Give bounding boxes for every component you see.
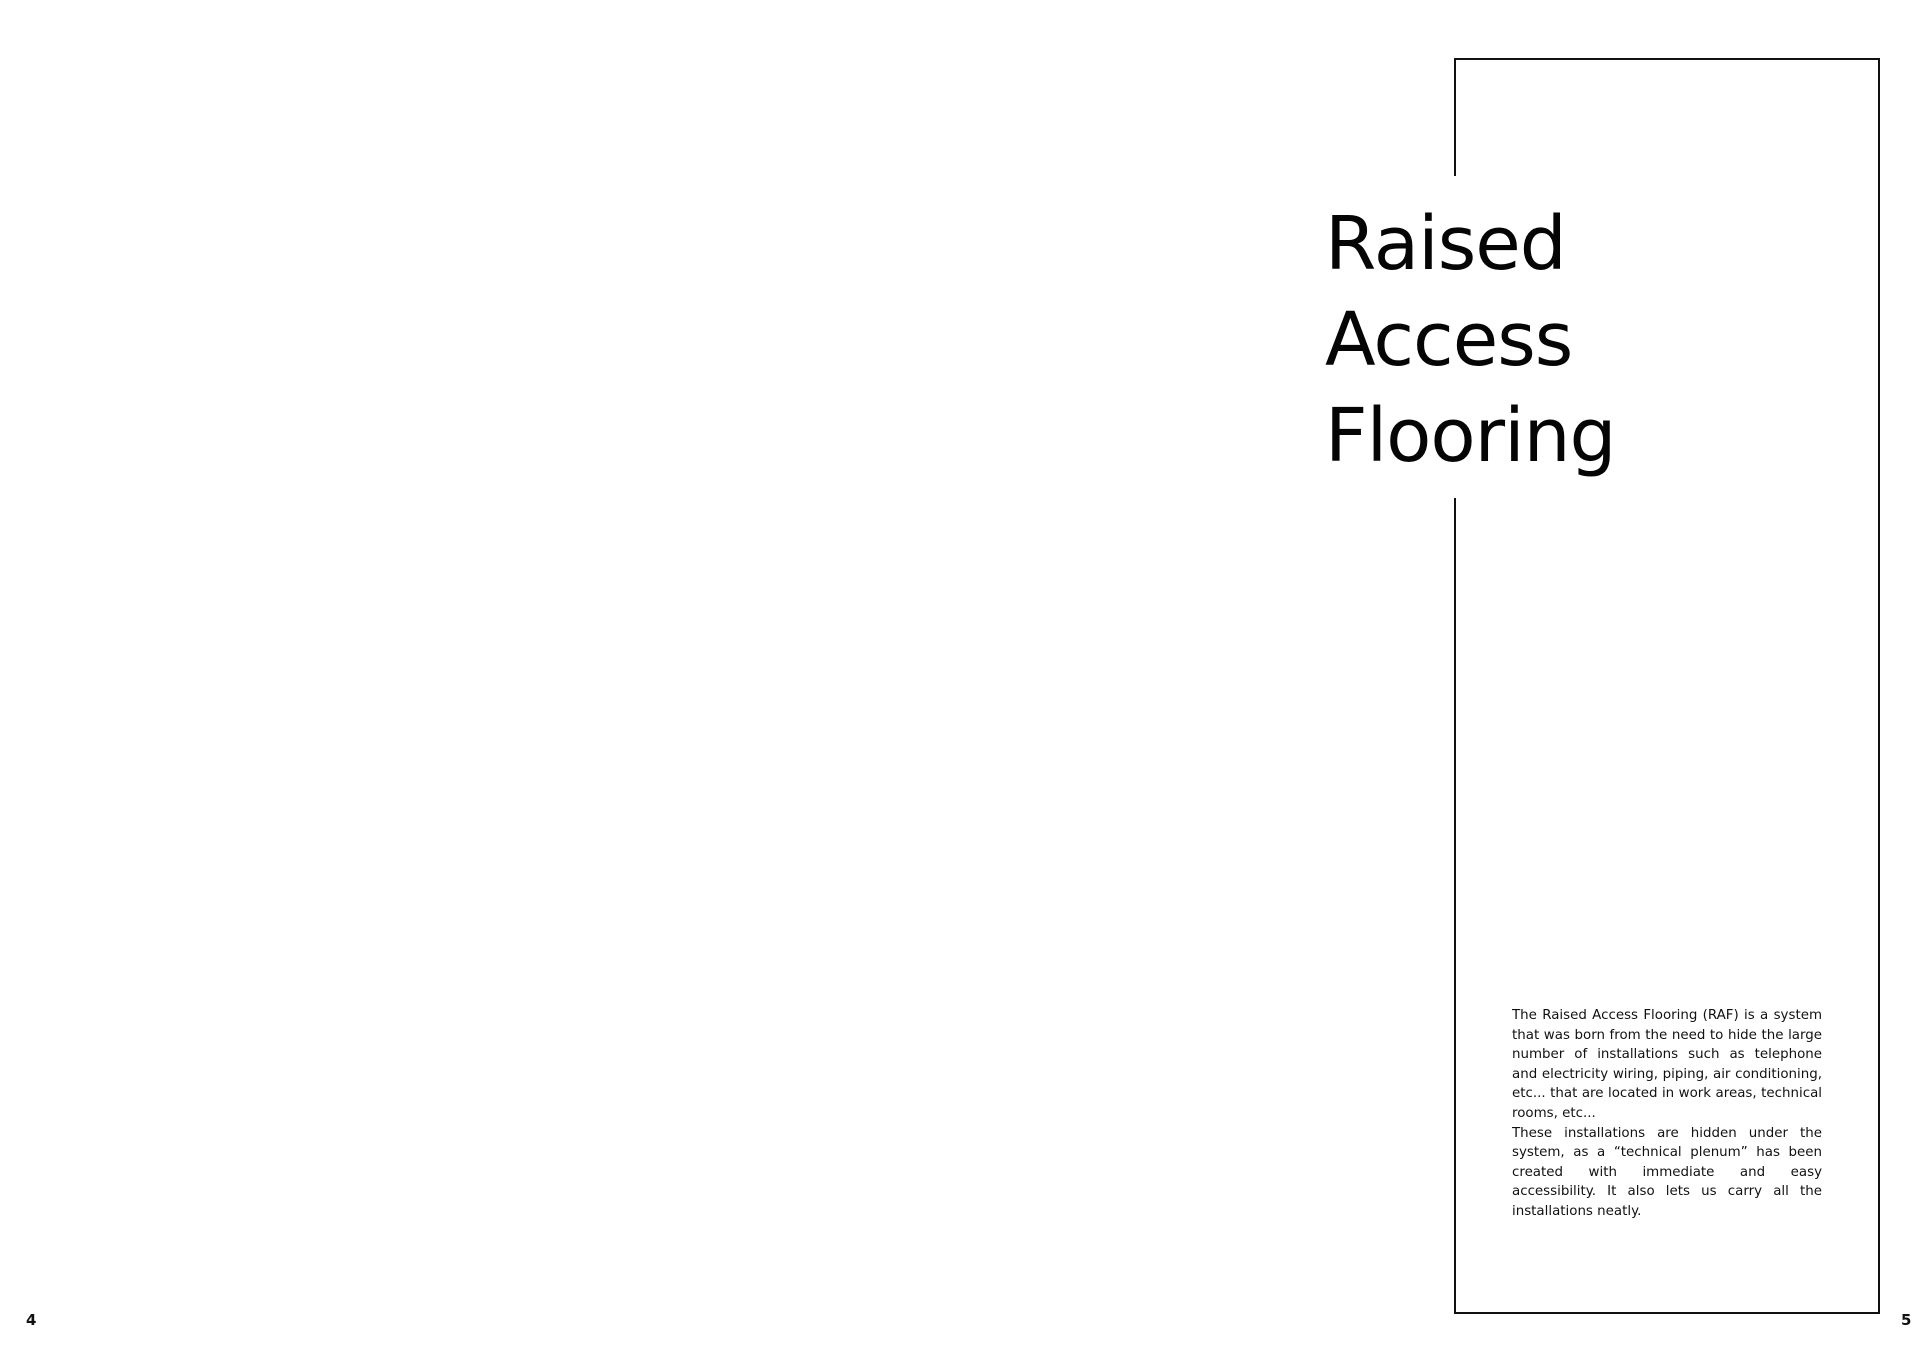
title-line-3: Flooring xyxy=(1325,393,1616,479)
title-line-2: Access xyxy=(1325,297,1573,383)
description-text xyxy=(1512,1006,1822,1222)
page-number-left: 4 xyxy=(26,1311,37,1329)
page-number-right: 5 xyxy=(1901,1311,1912,1329)
page-title xyxy=(1325,196,1616,484)
description-paragraph-1: The Raised Access Flooring (RAF) is a system that was born from the need to hide the large number of installations such as telephone and electricity wiring, piping, air conditioning, etc... that are located in work areas, technical rooms, etc... xyxy=(1512,1008,1822,1121)
description-paragraph-2: These installations are hidden under the system, as a “technical plenum” has been created with immediate and easy accessibility. It also lets us carry all the installations neatly. xyxy=(1512,1125,1822,1219)
title-line-1: Raised xyxy=(1325,201,1566,287)
